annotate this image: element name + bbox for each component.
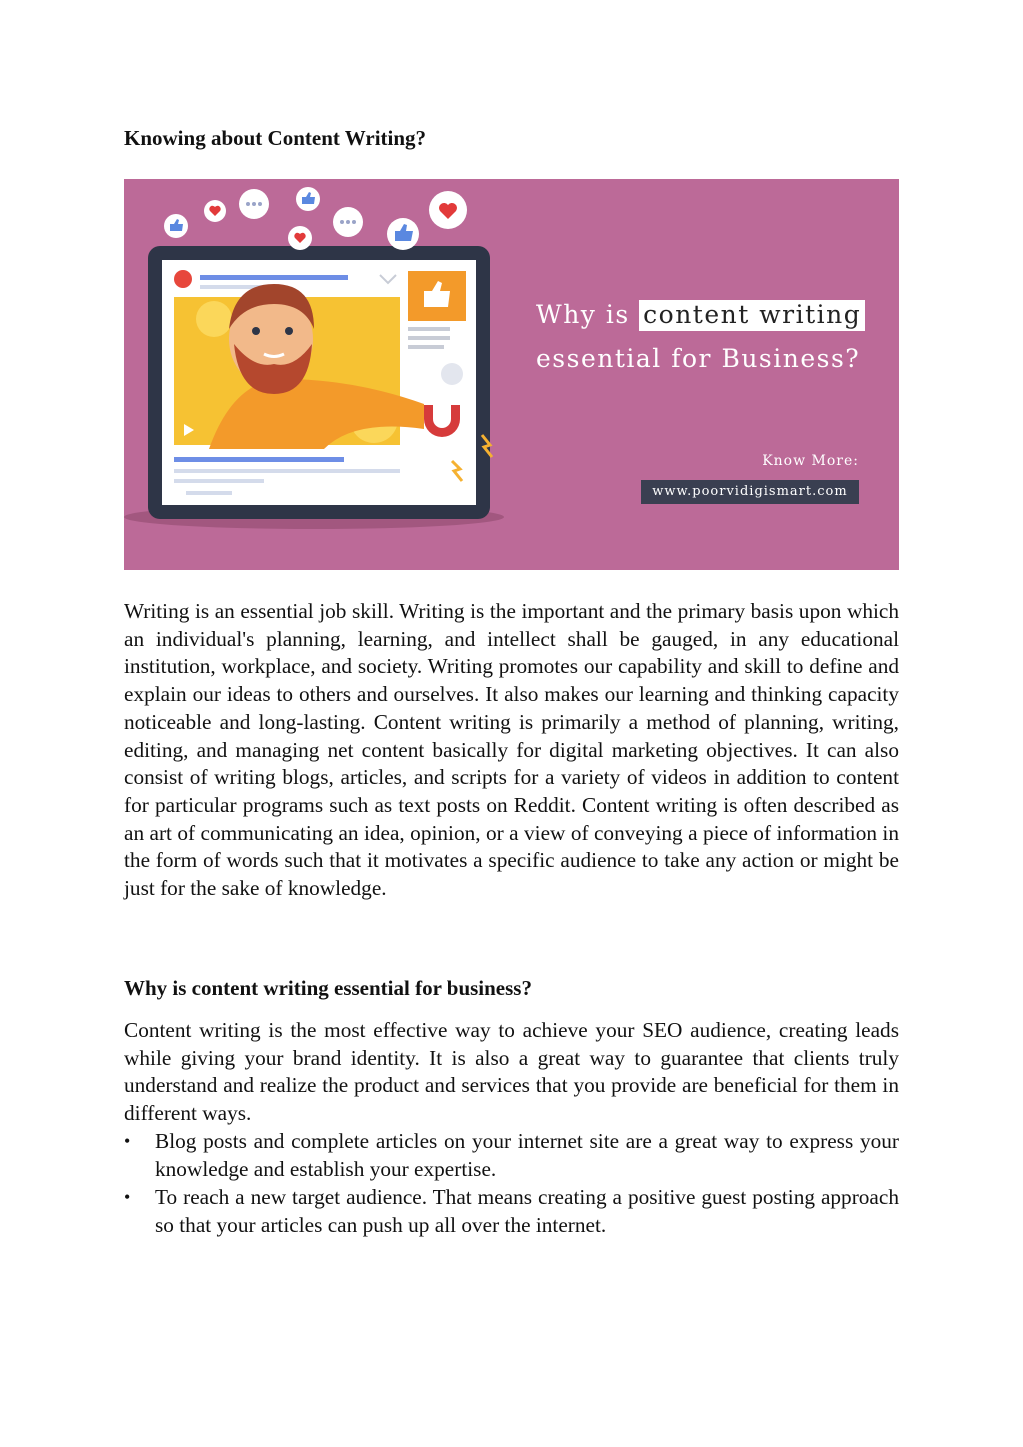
alert-icon [174,270,192,288]
list-item-text: To reach a new target audience. That means creating a positive guest posting approach so that your articles can push up all over the internet. [155,1185,899,1238]
banner-title-prefix: Why is [536,300,630,329]
chat-icon [441,363,463,385]
list-item-text: Blog posts and complete articles on your internet site are a great way to express your knowledge and establish your expertise. [155,1129,899,1181]
bullet-icon: • [124,1131,131,1151]
list-item [124,1184,899,1239]
banner-url[interactable]: www.poorvidigismart.com [641,480,859,504]
banner-title [536,293,876,381]
heading-why-content-writing: Why is content writing essential for business? [124,976,532,1000]
bullet-icon: • [124,1187,131,1208]
banner-title-highlight: content writing [639,300,865,331]
heading-knowing-content-writing: Knowing about Content Writing? [124,126,427,150]
banner-image [124,179,899,570]
paragraph-business: Content writing is the most effective way to achieve your SEO audience, creating leads while giving your brand identity. It is also a great way to guarantee that clients truly understand and realize the product and services that you provide are beneficial for them in different ways. [124,1018,899,1126]
bullet-list [124,1128,899,1240]
banner-know-more: Know More: [762,453,859,469]
list-item [124,1128,899,1183]
paragraph-intro: Writing is an essential job skill. Writing is the important and the primary basis upon which an individual's planning, learning, and intellect shall be gauged, in any educational institution, workplace, and society. Writing promotes our capability and skill to define and explain our ideas to others and ourselves. It also makes our learning and thinking capacity noticeable and long-lasting. Content writing is primarily a method of planning, writing, editing, and managing net content basically for digital marketing objectives. It can also consist of writing blogs, articles, and scripts for a variety of videos in addition to content for particular programs such as text posts on Reddit. Content writing is often described as an art of communicating an idea, opinion, or a view of conveying a piece of information in the form of words such that it motivates a specific audience to take any action or might be just for the sake of knowledge. [124,599,899,901]
banner-title-suffix: essential for Business? [536,344,861,373]
